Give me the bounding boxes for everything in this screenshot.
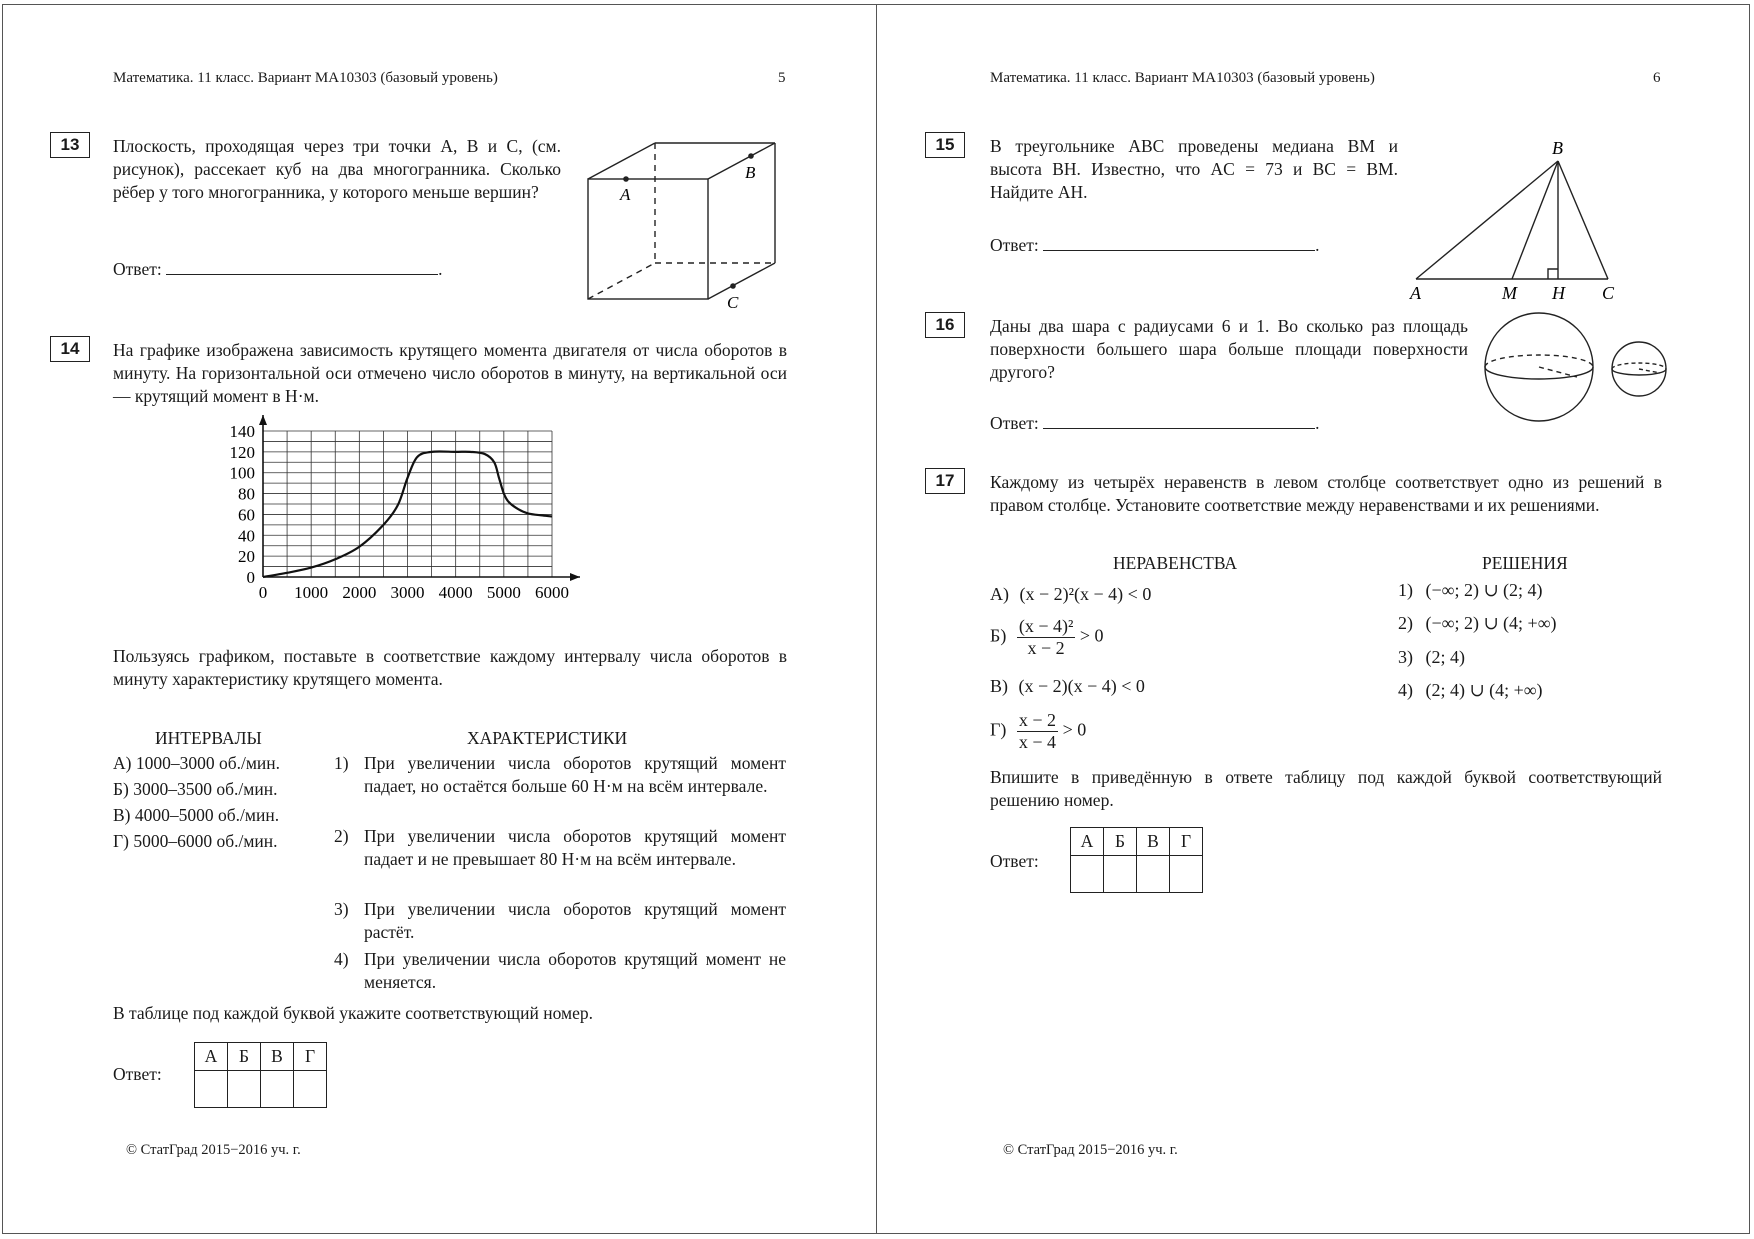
solution-3-number: 3)	[1398, 647, 1413, 667]
solution-3-expr: (2; 4)	[1425, 647, 1465, 667]
task14-answer-label: Ответ:	[113, 1064, 162, 1084]
solution-1-expr: (−∞; 2) ∪ (2; 4)	[1425, 580, 1543, 600]
interval-b: Б) 3000–3500 об./мин.	[113, 779, 278, 799]
inequality-b-numerator: (x − 4)²	[1018, 616, 1074, 636]
task-number-17: 17	[925, 468, 965, 494]
task13-answer: Ответ: .	[113, 259, 443, 279]
solution-4-expr: (2; 4) ∪ (4; +∞)	[1425, 680, 1543, 700]
task14-text: На графике изображена зависимость крутящего момента двигателя от числа оборотов в минуту. На горизонтальной оси отмечено число оборотов в минуту, на вертикальной оси — крутящий момент в Н·м.	[113, 340, 787, 406]
characteristic-3	[334, 898, 786, 944]
x-tick-label: 6000	[535, 583, 569, 602]
cube-point-b	[748, 153, 754, 159]
letter-b: Б	[228, 1043, 261, 1071]
characteristic-2-text: При увеличении числа оборотов крутящий момент падает и не превышает 80 Н·м на всём интервале.	[364, 826, 786, 869]
solution-2-expr: (−∞; 2) ∪ (4; +∞)	[1425, 613, 1557, 633]
page-header: Математика. 11 класс. Вариант МА10303 (базовый уровень)	[990, 70, 1375, 86]
answer-label: Ответ:	[990, 235, 1039, 255]
y-tick-label: 60	[238, 505, 255, 525]
y-tick-label: 140	[229, 422, 255, 441]
task17-answer-table	[1070, 827, 1203, 893]
triangle-label-m: M	[1502, 283, 1517, 303]
task15-text: В треугольнике ABC проведены медиана BM и высота BH. Известно, что AC = 73 и BC = BM. Найдите AH.	[990, 136, 1398, 202]
y-tick-label: 80	[238, 484, 255, 504]
characteristic-4	[334, 948, 786, 994]
solution-1	[1398, 580, 1543, 601]
letter-g: Г	[294, 1043, 327, 1071]
cube-label-b: B	[745, 163, 756, 182]
solution-2-number: 2)	[1398, 613, 1413, 633]
x-tick-label: 0	[258, 583, 268, 602]
characteristic-1-number: 1)	[334, 753, 349, 773]
task-number-13: 13	[50, 132, 90, 158]
characteristic-3-number: 3)	[334, 899, 349, 919]
task16-text: Даны два шара с радиусами 6 и 1. Во сколько раз площадь поверхности большего шара больше площади поверхности другого?	[990, 316, 1468, 382]
spheres-figure	[1482, 309, 1682, 429]
letter-v: В	[1137, 828, 1170, 856]
cube-label-c: C	[727, 293, 739, 312]
x-tick-label: 1000	[294, 583, 329, 602]
task14-table-prompt: В таблице под каждой буквой укажите соответствующий номер.	[113, 1003, 593, 1023]
letter-b: Б	[1104, 828, 1137, 856]
answer-cell-b[interactable]	[1104, 856, 1137, 893]
answer-cell-b[interactable]	[228, 1071, 261, 1108]
inequality-g-relation: > 0	[1062, 719, 1087, 740]
page-number: 5	[778, 70, 786, 86]
task15-answer: Ответ: .	[990, 235, 1320, 255]
task17-table-prompt: Впишите в приведённую в ответе таблицу под каждой буквой соответствующий решению номер.	[990, 767, 1662, 810]
letter-v: В	[261, 1043, 294, 1071]
inequality-g-label: Г)	[990, 719, 1007, 740]
inequality-g-fraction	[1017, 710, 1058, 753]
inequality-v-label: В)	[990, 676, 1008, 696]
y-tick-label: 0	[246, 568, 255, 587]
chart-grid	[263, 431, 552, 577]
x-tick-label: 5000	[486, 583, 521, 602]
interval-g: Г) 5000–6000 об./мин.	[113, 831, 278, 851]
task17-text: Каждому из четырёх неравенств в левом столбце соответствует одно из решений в правом столбце. Установите соответствие между неравенствами и их решениями.	[990, 472, 1662, 515]
answer-label: Ответ:	[113, 259, 162, 279]
inequalities-heading: НЕРАВЕНСТВА	[1113, 553, 1238, 573]
triangle-figure	[1392, 134, 1692, 304]
task-number-14: 14	[50, 336, 90, 362]
cube-point-c	[730, 283, 736, 289]
inequality-g-denominator: x − 4	[1018, 732, 1057, 752]
solutions-heading: РЕШЕНИЯ	[1482, 553, 1568, 573]
task15-answer-line[interactable]	[1043, 234, 1315, 251]
answer-label: Ответ:	[990, 413, 1039, 433]
characteristic-4-number: 4)	[334, 949, 349, 969]
task16-answer: Ответ: .	[990, 413, 1320, 433]
solution-4	[1398, 680, 1543, 701]
inequality-v	[990, 676, 1145, 697]
task16-answer-line[interactable]	[1043, 412, 1315, 429]
triangle-label-b: B	[1552, 138, 1563, 158]
characteristic-4-text: При увеличении числа оборотов крутящий момент не меняется.	[364, 949, 786, 992]
answer-cell-a[interactable]	[1071, 856, 1104, 893]
inequality-g	[990, 710, 1086, 753]
x-tick-label: 2000	[342, 583, 377, 602]
inequality-b-relation: > 0	[1079, 625, 1104, 646]
page-left	[2, 4, 878, 1234]
solution-1-number: 1)	[1398, 580, 1413, 600]
triangle-label-a: A	[1410, 283, 1421, 303]
task17-answer-label: Ответ:	[990, 851, 1039, 871]
y-axis-arrow	[259, 415, 267, 425]
inequality-b	[990, 616, 1104, 659]
page-header: Математика. 11 класс. Вариант МА10303 (базовый уровень)	[113, 70, 498, 86]
inequality-b-denominator: x − 2	[1027, 638, 1065, 658]
y-tick-label: 20	[238, 547, 255, 567]
characteristic-2	[334, 825, 786, 895]
cube-figure	[580, 134, 790, 314]
characteristic-3-text: При увеличении числа оборотов крутящий момент растёт.	[364, 899, 786, 942]
cube-point-a	[623, 176, 629, 182]
characteristic-2-number: 2)	[334, 826, 349, 846]
x-tick-label: 4000	[438, 583, 473, 602]
y-tick-label: 120	[229, 442, 255, 462]
solution-2	[1398, 613, 1557, 634]
task13-answer-line[interactable]	[166, 258, 438, 275]
inequality-a-expr: (x − 2)²(x − 4) < 0	[1019, 584, 1152, 604]
copyright: © СтатГрад 2015−2016 уч. г.	[1003, 1142, 1178, 1158]
task14-answer-table	[194, 1042, 327, 1108]
torque-chart	[227, 414, 657, 639]
task14-instruction: Пользуясь графиком, поставьте в соответствие каждому интервалу числа оборотов в минуту характеристику крутящего момента.	[113, 646, 787, 689]
inequality-g-numerator: x − 2	[1018, 710, 1057, 730]
answer-cell-a[interactable]	[195, 1071, 228, 1108]
answer-cell-v[interactable]	[261, 1071, 294, 1108]
characteristics-heading: ХАРАКТЕРИСТИКИ	[467, 728, 628, 748]
letter-g: Г	[1170, 828, 1203, 856]
task-number-15: 15	[925, 132, 965, 158]
page-right	[877, 4, 1753, 1234]
x-axis-arrow	[570, 573, 580, 581]
letter-a: А	[1071, 828, 1104, 856]
intervals-heading: ИНТЕРВАЛЫ	[155, 728, 262, 748]
inequality-b-fraction	[1017, 616, 1076, 659]
solution-4-number: 4)	[1398, 680, 1413, 700]
copyright: © СтатГрад 2015−2016 уч. г.	[126, 1142, 301, 1158]
task13-text: Плоскость, проходящая через три точки A, B и C, (см. рисунок), рассекает куб на два многогранника. Сколько рёбер у того многогранника, у которого меньше вершин?	[113, 136, 561, 202]
inequality-v-expr: (x − 2)(x − 4) < 0	[1018, 676, 1145, 696]
triangle-label-c: C	[1602, 283, 1615, 303]
task-number-16: 16	[925, 312, 965, 338]
y-tick-label: 100	[229, 463, 255, 483]
cube-label-a: A	[620, 185, 631, 204]
answer-cell-g[interactable]	[294, 1071, 327, 1108]
answer-cell-v[interactable]	[1137, 856, 1170, 893]
solution-3	[1398, 647, 1465, 668]
interval-v: В) 4000–5000 об./мин.	[113, 805, 280, 825]
characteristic-1-text: При увеличении числа оборотов крутящий момент падает, но остаётся больше 60 Н·м на всём интервале.	[364, 753, 786, 796]
y-tick-label: 40	[238, 526, 255, 546]
answer-cell-g[interactable]	[1170, 856, 1203, 893]
inequality-a-label: А)	[990, 584, 1009, 604]
page-number: 6	[1653, 70, 1661, 86]
characteristic-1	[334, 752, 786, 822]
letter-a: А	[195, 1043, 228, 1071]
inequality-b-label: Б)	[990, 625, 1007, 646]
triangle-label-h: H	[1552, 283, 1565, 303]
x-tick-label: 3000	[390, 583, 425, 602]
interval-a: А) 1000–3000 об./мин.	[113, 753, 281, 773]
inequality-a	[990, 584, 1151, 605]
